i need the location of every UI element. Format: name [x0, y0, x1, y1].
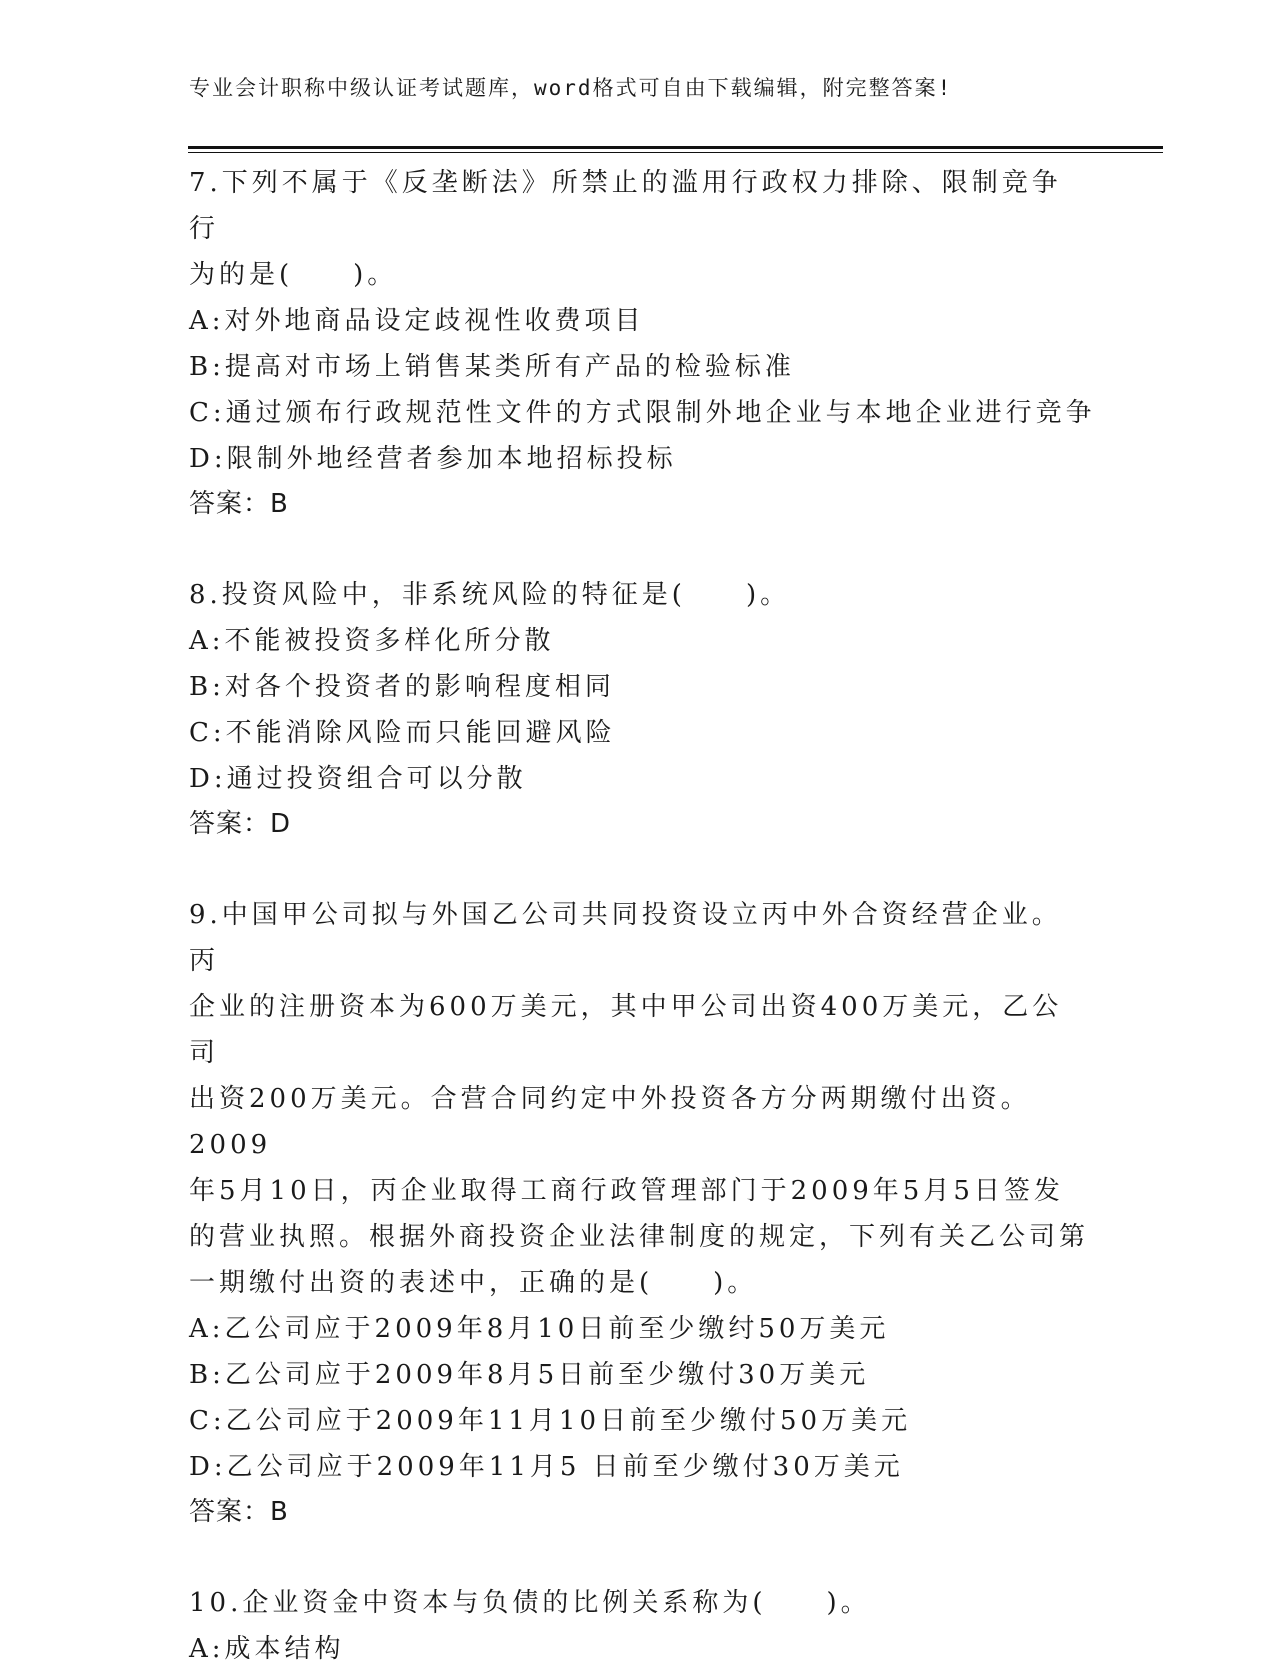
- question-stem: 8.投资风险中，非系统风险的特征是( )。: [189, 580, 791, 610]
- question-stem: 年5月10日，丙企业取得工商行政管理部门于2009年5月5日签发: [189, 1176, 1064, 1206]
- question-stem: 7.下列不属于《反垄断法》所禁止的滥用行政权力排除、限制竞争行: [189, 168, 1062, 244]
- answer: 答案：B: [189, 489, 289, 519]
- question-10: [189, 1580, 1089, 1672]
- option-c: C:乙公司应于2009年11月10日前至少缴付50万美元: [189, 1406, 912, 1436]
- answer: 答案：D: [189, 809, 292, 839]
- question-stem: 的营业执照。根据外商投资企业法律制度的规定，下列有关乙公司第: [189, 1222, 1090, 1252]
- question-stem: 10.企业资金中资本与负债的比例关系称为( )。: [189, 1588, 871, 1618]
- option-b: B:对各个投资者的影响程度相同: [189, 672, 615, 702]
- question-stem: 企业的注册资本为600万美元，其中甲公司出资400万美元，乙公司: [189, 992, 1063, 1068]
- question-stem: 为的是( )。: [189, 260, 398, 290]
- question-stem: 出资200万美元。合营合同约定中外投资各方分两期缴付出资。2009: [189, 1084, 1031, 1160]
- question-list: [189, 160, 1096, 1672]
- header-divider-thin: [188, 152, 1163, 153]
- option-b: B:乙公司应于2009年8月5日前至少缴付30万美元: [189, 1360, 870, 1390]
- option-d: D:乙公司应于2009年11月5 日前至少缴付30万美元: [189, 1452, 904, 1482]
- option-d: D:限制外地经营者参加本地招标投标: [189, 444, 677, 474]
- question-7: [189, 160, 1096, 526]
- option-c: C:不能消除风险而只能回避风险: [189, 718, 616, 748]
- answer: 答案：B: [189, 1497, 289, 1527]
- option-c: C:通过颁布行政规范性文件的方式限制外地企业与本地企业进行竞争: [189, 398, 1096, 428]
- question-9: [189, 892, 1089, 1534]
- question-8: [189, 572, 1089, 846]
- option-a: A:不能被投资多样化所分散: [189, 626, 555, 656]
- option-a: A:成本结构: [189, 1634, 345, 1664]
- question-stem: 9.中国甲公司拟与外国乙公司共同投资设立丙中外合资经营企业。丙: [189, 900, 1062, 976]
- option-a: A:乙公司应于2009年8月10日前至少缴纣50万美元: [189, 1314, 890, 1344]
- option-b: B:提高对市场上销售某类所有产品的检验标准: [189, 352, 795, 382]
- header-divider-thick: [188, 146, 1163, 149]
- option-a: A:对外地商品设定歧视性收费项目: [189, 306, 645, 336]
- page-header: 专业会计职称中级认证考试题库，word格式可自由下载编辑，附完整答案!: [189, 76, 953, 100]
- option-d: D:通过投资组合可以分散: [189, 764, 527, 794]
- question-stem: 一期缴付出资的表述中，正确的是( )。: [189, 1268, 758, 1298]
